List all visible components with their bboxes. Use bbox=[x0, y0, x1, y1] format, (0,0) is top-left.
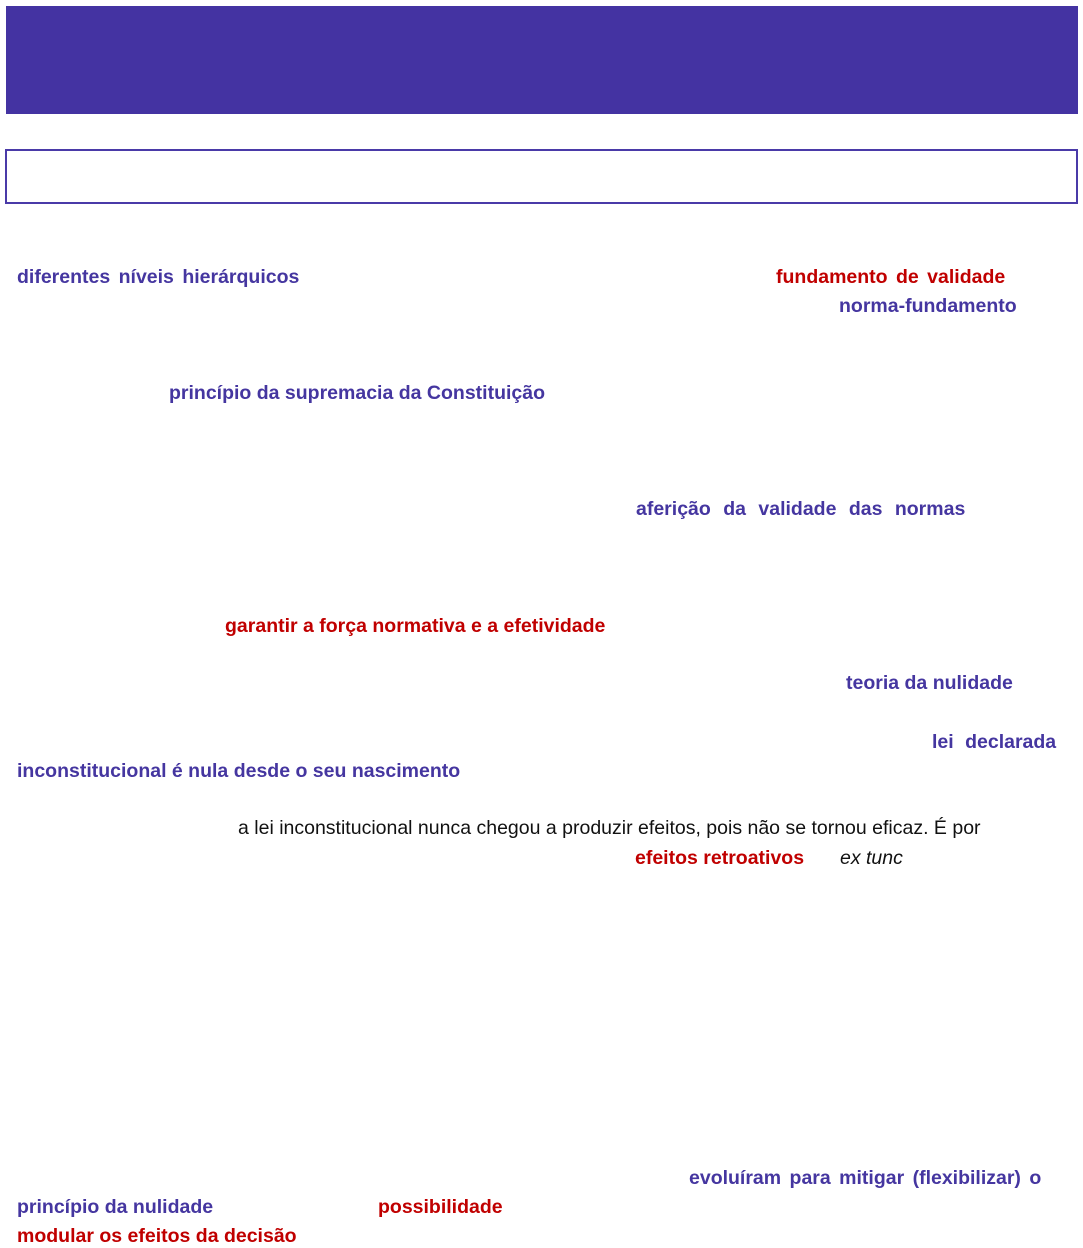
text-possibility: possibilidade bbox=[378, 1196, 503, 1218]
text-nullity-principle: princípio da nulidade bbox=[17, 1196, 214, 1218]
text-retroactive-effects: efeitos retroativos bbox=[635, 847, 805, 869]
text-nullity-theory: teoria da nulidade bbox=[846, 672, 1013, 694]
text-validity-assessment: aferição da validade das normas bbox=[636, 498, 966, 520]
text-null-from-birth: inconstitucional é nula desde o seu nascimento bbox=[17, 760, 461, 782]
text-normative-force: garantir a força normativa e a efetividade bbox=[225, 615, 606, 637]
text-declared-law: lei declarada bbox=[932, 731, 1057, 753]
text-modulate-effects: modular os efeitos da decisão bbox=[17, 1225, 297, 1247]
text-norm-foundation: norma-fundamento bbox=[839, 295, 1017, 317]
header-banner bbox=[6, 6, 1078, 114]
text-mitigate: evoluíram para mitigar (flexibilizar) o bbox=[689, 1167, 1042, 1189]
text-ex-tunc: ex tunc bbox=[840, 847, 903, 869]
text-no-effects: a lei inconstitucional nunca chegou a produzir efeitos, pois não se tornou eficaz. É por bbox=[238, 817, 981, 839]
text-supremacy-principle: princípio da supremacia da Constituição bbox=[169, 382, 545, 404]
title-box bbox=[5, 149, 1078, 204]
text-hierarchical-levels: diferentes níveis hierárquicos bbox=[17, 266, 300, 288]
text-validity-foundation: fundamento de validade bbox=[776, 266, 1006, 288]
